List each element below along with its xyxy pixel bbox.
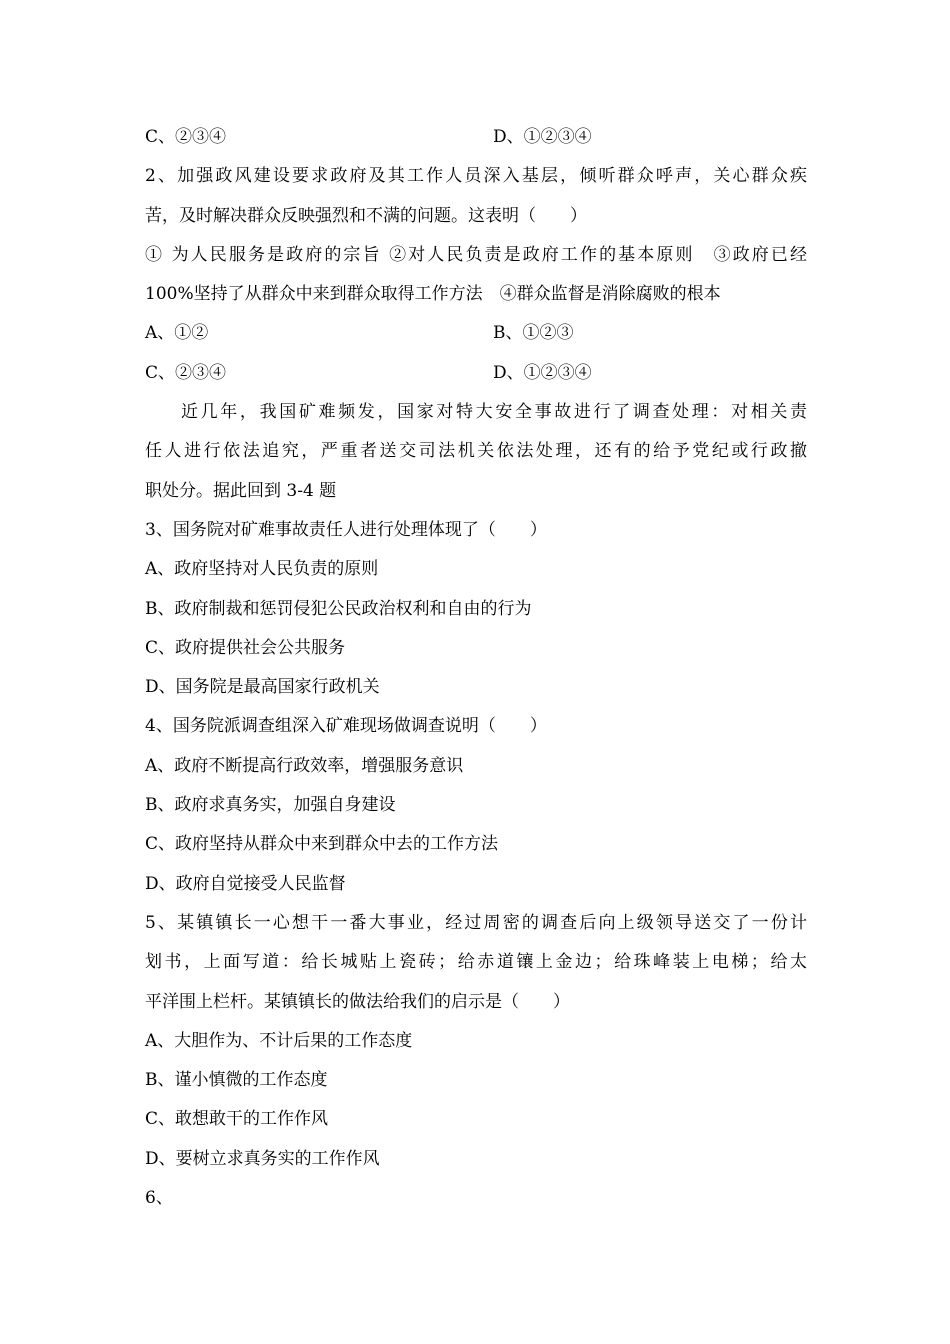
q4-option-c: C、政府坚持从群众中来到群众中去的工作方法 [145,834,499,855]
q3-option-b: B、政府制裁和惩罚侵犯公民政治权利和自由的行为 [145,598,532,619]
q5-stem-line-1: 5、某镇镇长一心想干一番大事业，经过周密的调查后向上级领导送交了一份计 [145,912,807,933]
q5-option-a: A、大胆作为、不计后果的工作态度 [145,1030,413,1051]
q3-option-a: A、政府坚持对人民负责的原则 [145,559,379,580]
q2-options-row-2 [145,357,807,396]
q4-option-a: A、政府不断提高行政效率，增强服务意识 [145,755,464,776]
q4-stem: 4、国务院派调查组深入矿难现场做调查说明（ ） [145,716,547,737]
q3-stem: 3、国务院对矿难事故责任人进行处理体现了（ ） [145,519,547,540]
q4-option-b: B、政府求真务实，加强自身建设 [145,795,396,816]
q5-stem-line-2: 划书，上面写道：给长城贴上瓷砖；给赤道镶上金边；给珠峰装上电梯；给太 [145,952,807,973]
passage-line-1: 近几年，我国矿难频发，国家对特大安全事故进行了调查处理：对相关责 [181,402,807,423]
q5-option-c: C、敢想敢干的工作作风 [145,1109,329,1130]
q5-option-d: D、要树立求真务实的工作作风 [145,1148,380,1169]
q2-stem-line-2: 苦，及时解决群众反映强烈和不满的问题。这表明（ ） [145,205,587,226]
q2-option-d: D、①②③④ [493,362,592,383]
passage-line-2: 任人进行依法追究，严重者送交司法机关依法处理，还有的给予党纪或行政撤 [145,441,807,462]
q4-option-d: D、政府自觉接受人民监督 [145,873,346,894]
q2-options-row-1 [145,317,807,356]
q3-option-d: D、国务院是最高国家行政机关 [145,677,380,698]
q2-statements-line-2: 100%坚持了从群众中来到群众取得工作方法 ④群众监督是消除腐败的根本 [145,284,721,305]
q2-option-a: A、①② [145,323,209,344]
q1-options-row [145,121,807,160]
q1-option-d: D、①②③④ [493,127,592,147]
q3-option-c: C、政府提供社会公共服务 [145,637,346,658]
q6-stem: 6、 [145,1188,173,1209]
q2-stem-line-1: 2、加强政风建设要求政府及其工作人员深入基层，倾听群众呼声，关心群众疾 [145,166,807,187]
document-body [145,121,807,1221]
passage-line-3: 职处分。据此回到 3-4 题 [145,480,337,501]
q2-statements-line-1: ① 为人民服务是政府的宗旨 ②对人民负责是政府工作的基本原则 ③政府已经 [145,244,807,265]
q5-option-b: B、谨小慎微的工作态度 [145,1070,328,1091]
q2-option-b: B、①②③ [493,323,574,344]
q5-stem-line-3: 平洋围上栏杆。某镇镇长的做法给我们的启示是（ ） [145,991,570,1012]
q2-option-c: C、②③④ [145,362,227,383]
q1-option-c: C、②③④ [145,127,227,147]
